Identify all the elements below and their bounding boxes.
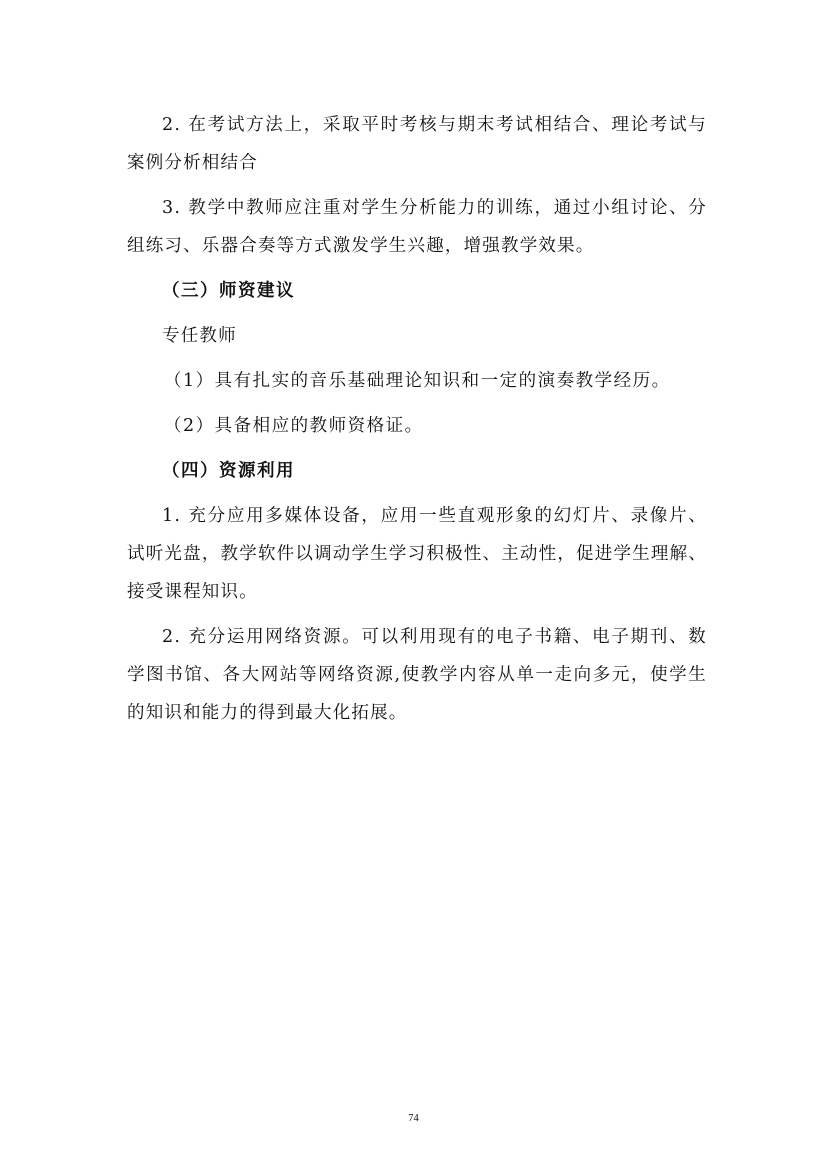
paragraph-network-resources: 2. 充分运用网络资源。可以利用现有的电子书籍、电子期刊、数学图书馆、各大网站等网络资源,使教学内容从单一走向多元，使学生的知识和能力的得到最大化拓展。 [127, 627, 707, 723]
paragraph-teaching-focus: 3. 教学中教师应注重对学生分析能力的训练，通过小组讨论、分组练习、乐器合奏等方式激发学生兴趣，增强教学效果。 [127, 198, 707, 256]
section-heading-teachers: （三）师资建议 [162, 281, 295, 301]
page-number: 74 [408, 1113, 419, 1124]
list-item-teacher-certificate: （2）具备相应的教师资格证。 [164, 416, 424, 436]
paragraph-multimedia: 1. 充分应用多媒体设备，应用一些直观形象的幻灯片、录像片、试听光盘，教学软件以调动学生学习积极性、主动性，促进学生理解、接受课程知识。 [127, 506, 707, 602]
section-heading-resources: （四）资源利用 [162, 461, 295, 481]
paragraph-exam-method: 2. 在考试方法上，采取平时考核与期末考试相结合、理论考试与案例分析相结合 [127, 115, 707, 173]
list-item-teacher-knowledge: （1）具有扎实的音乐基础理论知识和一定的演奏教学经历。 [164, 371, 671, 391]
paragraph-full-time-teacher: 专任教师 [162, 326, 237, 346]
page-body [127, 106, 707, 732]
